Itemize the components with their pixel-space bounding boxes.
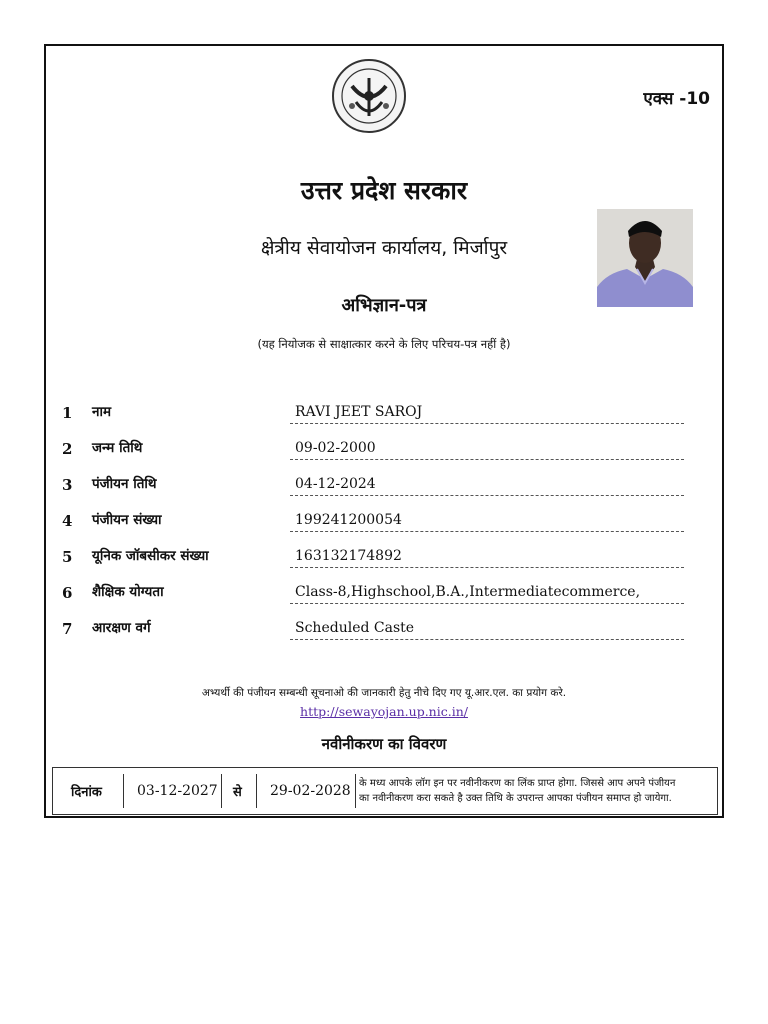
office-name: क्षेत्रीय सेवायोजन कार्यालय, मिर्जापुर	[260, 237, 508, 259]
document-title: अभिज्ञान-पत्र	[341, 295, 427, 316]
identity-card	[44, 44, 724, 818]
field-row-category	[46, 614, 726, 650]
dotted-rule	[290, 567, 684, 568]
field-label: शैक्षिक योग्यता	[92, 584, 164, 600]
date-label: दिनांक	[71, 785, 102, 800]
field-label: यूनिक जॉबसीकर संख्या	[92, 548, 209, 564]
field-value: Scheduled Caste	[295, 620, 415, 636]
field-label: नाम	[92, 404, 112, 420]
field-label: आरक्षण वर्ग	[92, 620, 151, 636]
renewal-to-date: 29-02-2028	[270, 783, 351, 799]
dotted-rule	[290, 423, 684, 424]
field-number: 2	[62, 440, 73, 458]
dotted-rule	[290, 495, 684, 496]
field-value: 163132174892	[295, 548, 402, 564]
applicant-photo	[597, 209, 693, 307]
renewal-note-line: का नवीनीकरण करा सकते है उक्त तिथि के उपरान्त आपका पंजीयन समाप्त हो जायेगा.	[359, 793, 672, 804]
government-title: उत्तर प्रदेश सरकार	[300, 176, 468, 205]
renewal-note-line: के मध्य आपके लॉग इन पर नवीनीकरण का लिंक प्राप्त होगा. जिससे आप अपने पंजीयन	[359, 778, 676, 789]
info-text: अभ्यर्थी की पंजीयन सम्बन्धी सूचनाओ की जानकारी हेतु नीचे दिए गए यू.आर.एल. का प्रयोग करे.	[201, 687, 567, 699]
field-value: 199241200054	[295, 512, 402, 528]
field-row-jobseeker-number	[46, 542, 726, 578]
renewal-note	[359, 768, 715, 814]
dotted-rule	[290, 459, 684, 460]
field-row-qualification	[46, 578, 726, 614]
field-value: 09-02-2000	[295, 440, 376, 456]
renewal-title: नवीनीकरण का विवरण	[321, 735, 447, 753]
field-number: 7	[62, 620, 73, 638]
cell-divider	[256, 774, 257, 808]
renewal-table	[52, 767, 718, 815]
field-number: 4	[62, 512, 73, 530]
form-code: एक्स -10	[643, 89, 710, 109]
field-number: 6	[62, 584, 73, 602]
field-row-name	[46, 398, 726, 434]
dotted-rule	[290, 531, 684, 532]
cell-divider	[123, 774, 124, 808]
field-label: पंजीयन संख्या	[92, 512, 162, 528]
field-row-dob	[46, 434, 726, 470]
separator-label: से	[233, 785, 242, 800]
field-number: 1	[62, 404, 73, 422]
disclaimer: (यह नियोजक से साक्षात्कार करने के लिए परिचय-पत्र नहीं है)	[257, 337, 511, 351]
website-link[interactable]: http://sewayojan.up.nic.in/	[300, 704, 468, 719]
field-row-registration-number	[46, 506, 726, 542]
field-number: 3	[62, 476, 73, 494]
dotted-rule	[290, 639, 684, 640]
renewal-from-date: 03-12-2027	[137, 783, 218, 799]
emblem-icon	[330, 56, 408, 136]
field-value: RAVI JEET SAROJ	[295, 404, 423, 420]
field-value: 04-12-2024	[295, 476, 376, 492]
field-value: Class-8,Highschool,B.A.,Intermediatecommerce,	[295, 584, 641, 600]
cell-divider	[355, 774, 356, 808]
field-row-registration-date	[46, 470, 726, 506]
field-number: 5	[62, 548, 73, 566]
dotted-rule	[290, 603, 684, 604]
cell-divider	[221, 774, 222, 808]
field-label: जन्म तिथि	[92, 440, 143, 456]
field-label: पंजीयन तिथि	[92, 476, 157, 492]
